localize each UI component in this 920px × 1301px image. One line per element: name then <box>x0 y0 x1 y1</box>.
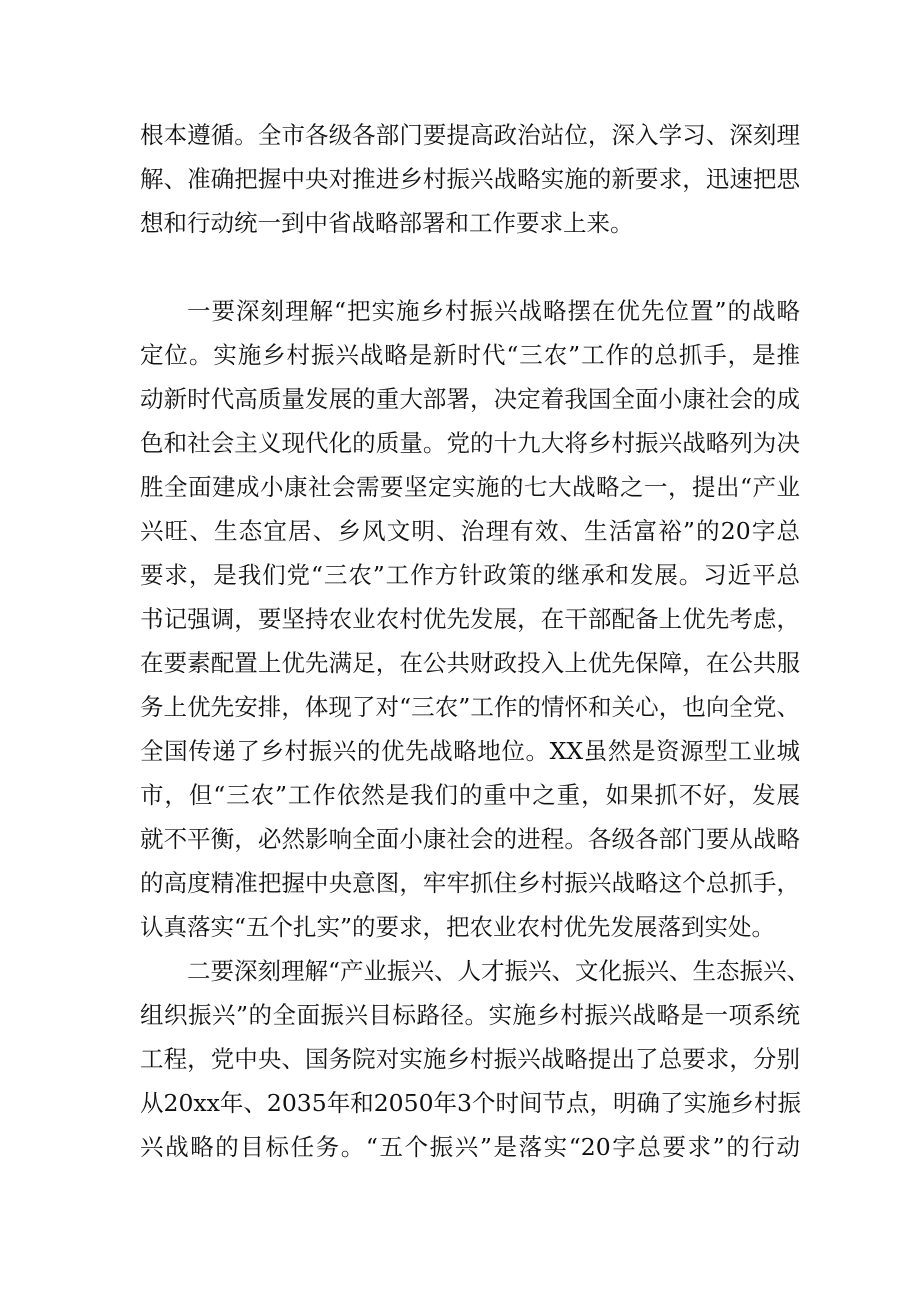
text-line: 要求，是我们党“三农”工作方针政策的继承和发展。习近平总 <box>140 561 800 589</box>
text-line: 想和行动统一到中省战略部署和工作要求上来。 <box>140 209 634 237</box>
text-line: 全国传递了乡村振兴的优先战略地位。XX虽然是资源型工业城 <box>140 737 800 765</box>
text-line: 兴战略的目标任务。“五个振兴”是落实“20字总要求”的行动 <box>140 1133 800 1161</box>
text-line: 工程，党中央、国务院对实施乡村振兴战略提出了总要求，分别 <box>140 1045 800 1073</box>
text-line: 务上优先安排，体现了对“三农”工作的情怀和关心，也向全党、 <box>140 693 800 721</box>
text-line: 一要深刻理解“把实施乡村振兴战略摆在优先位置”的战略 <box>187 297 800 325</box>
text-line: 胜全面建成小康社会需要坚定实施的七大战略之一，提出“产业 <box>140 473 800 501</box>
text-line: 组织振兴”的全面振兴目标路径。实施乡村振兴战略是一项系统 <box>140 1001 800 1029</box>
text-line: 在要素配置上优先满足，在公共财政投入上优先保障，在公共服 <box>140 649 800 677</box>
text-line: 色和社会主义现代化的质量。党的十九大将乡村振兴战略列为决 <box>140 429 800 457</box>
text-line: 定位。实施乡村振兴战略是新时代“三农”工作的总抓手，是推 <box>140 341 800 369</box>
text-line: 动新时代高质量发展的重大部署，决定着我国全面小康社会的成 <box>140 385 800 413</box>
text-line: 解、准确把握中央对推进乡村振兴战略实施的新要求，迅速把思 <box>140 165 800 193</box>
text-line: 兴旺、生态宜居、乡风文明、治理有效、生活富裕”的20字总 <box>140 517 800 545</box>
text-line: 根本遵循。全市各级各部门要提高政治站位，深入学习、深刻理 <box>140 121 800 149</box>
text-line: 的高度精准把握中央意图，牢牢抓住乡村振兴战略这个总抓手， <box>140 869 800 897</box>
text-line: 二要深刻理解“产业振兴、人才振兴、文化振兴、生态振兴、 <box>187 957 811 985</box>
text-line: 认真落实“五个扎实”的要求，把农业农村优先发展落到实处。 <box>140 913 776 941</box>
text-line: 市，但“三农”工作依然是我们的重中之重，如果抓不好，发展 <box>140 781 800 809</box>
text-line: 书记强调，要坚持农业农村优先发展，在干部配备上优先考虑， <box>140 605 800 633</box>
text-line: 从20xx年、2035年和2050年3个时间节点，明确了实施乡村振 <box>140 1089 801 1117</box>
text-line: 就不平衡，必然影响全面小康社会的进程。各级各部门要从战略 <box>140 825 800 853</box>
